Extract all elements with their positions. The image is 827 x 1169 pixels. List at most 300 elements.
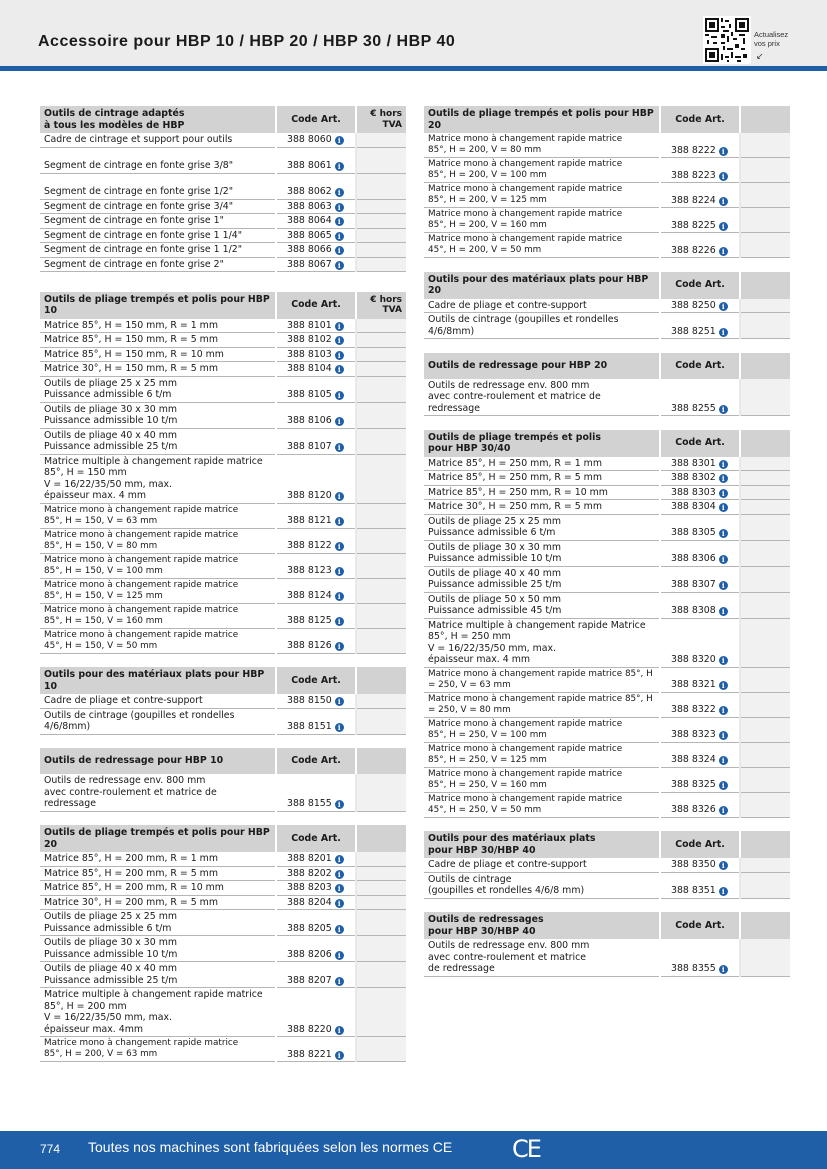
section-gap	[40, 734, 406, 748]
table-row	[40, 257, 406, 272]
info-icon[interactable]: i	[335, 642, 344, 651]
item-code-cell	[276, 257, 356, 272]
info-icon[interactable]: i	[719, 529, 728, 538]
right-column-tables	[424, 106, 790, 977]
table-row	[40, 774, 406, 811]
table-row	[40, 214, 406, 229]
section-title: Outils pour des matériaux plats pour HBP 10	[40, 667, 276, 694]
item-description: Matrice mono à changement rapide matrice 85°, H = 150, V = 100 mm	[40, 553, 276, 578]
info-icon[interactable]: i	[335, 188, 344, 197]
item-description: Matrice mono à changement rapide matrice 85°, H = 250, V = 100 mm	[424, 717, 660, 742]
table-row	[40, 578, 406, 603]
footer-text: Toutes nos machines sont fabriquées selon les normes CE	[88, 1139, 453, 1155]
item-description: Outils de redressage env. 800 mm avec contre-roulement et matrice de redressage	[424, 379, 660, 416]
code-column-header: Code Art.	[660, 912, 740, 939]
qr-label-line1: Actualisez	[754, 30, 789, 39]
info-icon[interactable]: i	[335, 162, 344, 171]
item-code-cell	[276, 214, 356, 229]
table-row	[424, 133, 790, 158]
price-cell	[740, 592, 790, 618]
table-row	[40, 528, 406, 553]
item-code-cell	[276, 503, 356, 528]
item-code-cell	[276, 1037, 356, 1062]
code-column-header: Code Art.	[660, 831, 740, 858]
item-code-cell	[660, 500, 740, 515]
item-code: 388 8063	[287, 200, 332, 212]
price-cell	[356, 228, 406, 243]
table-row	[424, 618, 790, 667]
item-description: Cadre de pliage et contre-support	[424, 858, 660, 872]
item-code: 388 8067	[287, 258, 332, 270]
price-cell	[740, 667, 790, 692]
info-icon[interactable]: i	[719, 197, 728, 206]
item-description: Matrice mono à changement rapide matrice 85°, H = 200, V = 63 mm	[40, 1037, 276, 1062]
info-icon[interactable]: i	[719, 706, 728, 715]
info-icon[interactable]: i	[719, 460, 728, 469]
price-cell	[740, 540, 790, 566]
item-description: Outils de cintrage (goupilles et rondelles 4/6/8 mm)	[424, 872, 660, 898]
section-header-row	[40, 825, 406, 852]
item-code-cell	[276, 228, 356, 243]
price-cell	[356, 454, 406, 503]
price-cell	[356, 628, 406, 653]
section-gap	[424, 339, 790, 353]
item-code-cell	[276, 988, 356, 1037]
item-description: Outils de pliage 30 x 30 mm Puissance admissible 10 t/m	[40, 936, 276, 962]
price-cell	[740, 618, 790, 667]
info-icon[interactable]: i	[335, 617, 344, 626]
info-icon[interactable]: i	[335, 899, 344, 908]
item-code-cell	[660, 667, 740, 692]
table-row	[424, 717, 790, 742]
info-icon[interactable]: i	[335, 855, 344, 864]
info-icon[interactable]: i	[719, 861, 728, 870]
table-row	[424, 939, 790, 976]
price-cell	[356, 376, 406, 402]
item-code: 388 8225	[671, 219, 716, 231]
table-row	[40, 333, 406, 348]
page-number: 774	[40, 1142, 61, 1156]
table-row	[40, 402, 406, 428]
item-code-cell	[276, 936, 356, 962]
table-row	[424, 872, 790, 898]
table-row	[40, 628, 406, 653]
item-code: 388 8226	[671, 244, 716, 256]
info-icon[interactable]: i	[335, 261, 344, 270]
info-icon[interactable]: i	[335, 723, 344, 732]
item-code-cell	[276, 895, 356, 910]
info-icon[interactable]: i	[335, 592, 344, 601]
item-description: Segment de cintrage en fonte grise 3/8"	[40, 147, 276, 173]
table-row	[40, 133, 406, 147]
qr-code-icon[interactable]	[703, 16, 751, 64]
item-code: 388 8305	[671, 527, 716, 538]
table-row	[40, 694, 406, 708]
item-description: Outils de cintrage (goupilles et rondelles 4/6/8mm)	[40, 708, 276, 734]
table-row	[40, 347, 406, 362]
price-cell	[356, 774, 406, 811]
item-code: 388 8066	[287, 244, 332, 255]
item-code-cell	[660, 858, 740, 872]
price-cell	[356, 895, 406, 910]
item-code: 388 8064	[287, 215, 332, 226]
item-code: 388 8324	[671, 754, 716, 765]
item-code: 388 8102	[287, 334, 332, 345]
header-accent-bar	[0, 66, 827, 71]
item-code: 388 8103	[287, 348, 332, 360]
item-code-cell	[660, 158, 740, 183]
item-description: Cadre de cintrage et support pour outils	[40, 133, 276, 147]
price-column-header	[740, 272, 790, 299]
item-code: 388 8307	[671, 579, 716, 590]
price-cell	[740, 379, 790, 416]
item-description: Matrice mono à changement rapide matrice 45°, H = 200, V = 50 mm	[424, 233, 660, 258]
info-icon[interactable]: i	[719, 474, 728, 483]
item-code-cell	[660, 540, 740, 566]
info-icon[interactable]: i	[719, 147, 728, 156]
table-row	[424, 540, 790, 566]
item-description: Matrice 85°, H = 150 mm, R = 5 mm	[40, 333, 276, 348]
table-row	[40, 173, 406, 199]
section-title: Outils de pliage trempés et polis pour HBP 10	[40, 292, 276, 319]
table-row	[424, 233, 790, 258]
item-code-cell	[276, 199, 356, 214]
info-icon[interactable]: i	[335, 203, 344, 212]
info-icon[interactable]: i	[335, 492, 344, 501]
price-cell	[356, 694, 406, 708]
info-icon[interactable]: i	[719, 806, 728, 815]
item-description: Outils de pliage 30 x 30 mm Puissance admissible 10 t/m	[424, 540, 660, 566]
item-code: 388 8301	[671, 457, 716, 469]
price-cell	[740, 742, 790, 767]
table-row	[40, 454, 406, 503]
item-code: 388 8106	[287, 415, 332, 426]
table-row	[40, 199, 406, 214]
item-code-cell	[276, 147, 356, 173]
item-code-cell	[276, 347, 356, 362]
info-icon[interactable]: i	[719, 489, 728, 498]
info-icon[interactable]: i	[335, 542, 344, 551]
item-code: 388 8120	[287, 490, 332, 501]
item-code-cell	[660, 742, 740, 767]
item-code: 388 8350	[671, 859, 716, 870]
info-icon[interactable]: i	[335, 800, 344, 809]
item-code: 388 8221	[287, 1048, 332, 1060]
item-code-cell	[276, 173, 356, 199]
price-cell	[740, 872, 790, 898]
section-title: Outils de redressages pour HBP 30/HBP 40	[424, 912, 660, 939]
info-icon[interactable]: i	[719, 581, 728, 590]
info-icon[interactable]: i	[719, 302, 728, 311]
table-row	[40, 866, 406, 881]
info-icon[interactable]: i	[719, 756, 728, 765]
section-gap	[40, 272, 406, 292]
item-description: Outils de cintrage (goupilles et rondelles 4/6/8mm)	[424, 313, 660, 339]
code-column-header: Code Art.	[276, 292, 356, 319]
table-row	[424, 158, 790, 183]
item-code: 388 8201	[287, 853, 332, 864]
info-icon[interactable]: i	[719, 607, 728, 616]
info-icon[interactable]: i	[335, 1051, 344, 1060]
item-code-cell	[660, 133, 740, 158]
section-title: Outils de pliage trempés et polis pour HBP 30/40	[424, 430, 660, 457]
section-title: Outils de cintrage adaptés à tous les modèles de HBP	[40, 106, 276, 133]
item-code-cell	[660, 592, 740, 618]
price-cell	[356, 333, 406, 348]
qr-label-line2: vos prix	[754, 39, 780, 48]
section-gap	[424, 817, 790, 831]
price-cell	[740, 692, 790, 717]
item-code-cell	[276, 708, 356, 734]
section-header-row	[424, 912, 790, 939]
item-description: Outils de pliage 50 x 50 mm Puissance admissible 45 t/m	[424, 592, 660, 618]
item-code-cell	[660, 767, 740, 792]
section-header-row	[40, 667, 406, 694]
item-description: Matrice 30°, H = 150 mm, R = 5 mm	[40, 362, 276, 377]
info-icon[interactable]: i	[335, 322, 344, 331]
price-cell	[356, 852, 406, 866]
price-column-header	[356, 748, 406, 774]
table-row	[40, 708, 406, 734]
section-gap	[424, 258, 790, 272]
info-icon[interactable]: i	[335, 217, 344, 226]
section-title: Outils pour des matériaux plats pour HBP 30/HBP 40	[424, 831, 660, 858]
price-cell	[740, 500, 790, 515]
item-code-cell	[660, 792, 740, 817]
item-code: 388 8326	[671, 804, 716, 815]
item-code: 388 8250	[671, 299, 716, 311]
table-row	[40, 936, 406, 962]
item-code: 388 8251	[671, 325, 716, 337]
code-column-header: Code Art.	[276, 667, 356, 694]
section-header-row	[424, 272, 790, 299]
price-cell	[740, 485, 790, 500]
item-code: 388 8207	[287, 974, 332, 986]
info-icon[interactable]: i	[335, 697, 344, 706]
info-icon[interactable]: i	[335, 925, 344, 934]
info-icon[interactable]: i	[335, 136, 344, 145]
table-row	[40, 503, 406, 528]
section-header-row	[424, 430, 790, 457]
info-icon[interactable]: i	[335, 567, 344, 576]
item-description: Segment de cintrage en fonte grise 3/4"	[40, 199, 276, 214]
info-icon[interactable]: i	[335, 246, 344, 255]
table-row	[40, 988, 406, 1037]
info-icon[interactable]: i	[335, 443, 344, 452]
item-code-cell	[276, 694, 356, 708]
item-description: Outils de redressage env. 800 mm avec contre-roulement et matrice de redressage	[424, 939, 660, 976]
price-column-header	[740, 831, 790, 858]
item-code-cell	[660, 299, 740, 313]
info-icon[interactable]: i	[719, 503, 728, 512]
item-description: Outils de pliage 40 x 40 mm Puissance admissible 25 t/m	[40, 428, 276, 454]
item-code: 388 8306	[671, 553, 716, 564]
item-code: 388 8155	[287, 798, 332, 809]
item-description: Matrice 85°, H = 150 mm, R = 1 mm	[40, 319, 276, 333]
item-code: 388 8150	[287, 695, 332, 706]
price-cell	[740, 717, 790, 742]
item-code: 388 8203	[287, 882, 332, 893]
item-code: 388 8303	[671, 486, 716, 498]
item-description: Matrice multiple à changement rapide matrice 85°, H = 200 mm V = 16/22/35/50 mm, max. épaisseur max. 4mm	[40, 988, 276, 1037]
info-icon[interactable]: i	[719, 965, 728, 974]
item-description: Matrice mono à changement rapide matrice 85°, H = 250, V = 63 mm	[424, 667, 660, 692]
section-header-row	[40, 292, 406, 319]
item-code: 388 8107	[287, 441, 332, 452]
item-code-cell	[660, 872, 740, 898]
table-row	[40, 603, 406, 628]
info-icon[interactable]: i	[335, 884, 344, 893]
section-header-row	[424, 831, 790, 858]
item-description: Matrice 85°, H = 250 mm, R = 10 mm	[424, 485, 660, 500]
item-description: Matrice multiple à changement rapide matrice 85°, H = 150 mm V = 16/22/35/50 mm, max. épaisseur max. 4 mm	[40, 454, 276, 503]
item-code-cell	[276, 852, 356, 866]
section-title: Outils pour des matériaux plats pour HBP 20	[424, 272, 660, 299]
item-code: 388 8223	[671, 169, 716, 181]
item-description: Outils de pliage 40 x 40 mm Puissance admissible 25 t/m	[40, 962, 276, 988]
info-icon[interactable]: i	[335, 365, 344, 374]
table-row	[40, 147, 406, 173]
item-description: Cadre de pliage et contre-support	[424, 299, 660, 313]
section-header-row	[424, 353, 790, 379]
section-gap	[40, 811, 406, 825]
info-icon[interactable]: i	[719, 731, 728, 740]
table-row	[424, 208, 790, 233]
info-icon[interactable]: i	[719, 222, 728, 231]
section-title: Outils de redressage pour HBP 10	[40, 748, 276, 774]
item-code-cell	[276, 428, 356, 454]
price-cell	[356, 362, 406, 377]
item-code: 388 8220	[287, 1023, 332, 1035]
table-row	[424, 457, 790, 471]
info-icon[interactable]: i	[335, 391, 344, 400]
info-icon[interactable]: i	[719, 405, 728, 414]
item-code-cell	[276, 319, 356, 333]
section-title: Outils de pliage trempés et polis pour HBP 20	[40, 825, 276, 852]
item-code-cell	[660, 183, 740, 208]
price-cell	[740, 299, 790, 313]
info-icon[interactable]: i	[719, 681, 728, 690]
info-icon[interactable]: i	[335, 517, 344, 526]
item-code-cell	[660, 233, 740, 258]
info-icon[interactable]: i	[719, 555, 728, 564]
item-code: 388 8255	[671, 402, 716, 414]
item-code: 388 8062	[287, 186, 332, 197]
item-code: 388 8224	[671, 194, 716, 206]
item-code: 388 8355	[671, 963, 716, 974]
table-row	[424, 742, 790, 767]
item-code: 388 8123	[287, 565, 332, 576]
item-code: 388 8104	[287, 363, 332, 374]
info-icon[interactable]: i	[719, 172, 728, 181]
item-code: 388 8206	[287, 948, 332, 960]
item-description: Outils de pliage 30 x 30 mm Puissance admissible 10 t/m	[40, 402, 276, 428]
section-header-row	[424, 106, 790, 133]
table-row	[40, 1037, 406, 1062]
item-code-cell	[660, 717, 740, 742]
info-icon[interactable]: i	[335, 336, 344, 345]
ce-mark-icon: CE	[512, 1135, 540, 1163]
item-description: Outils de pliage 25 x 25 mm Puissance admissible 6 t/m	[424, 514, 660, 540]
info-icon[interactable]: i	[719, 328, 728, 337]
item-description: Matrice mono à changement rapide matrice 85°, H = 250, V = 160 mm	[424, 767, 660, 792]
info-icon[interactable]: i	[719, 656, 728, 665]
item-code-cell	[276, 376, 356, 402]
price-cell	[356, 553, 406, 578]
price-column-header	[740, 353, 790, 379]
item-code: 388 8126	[287, 640, 332, 651]
info-icon[interactable]: i	[335, 351, 344, 360]
price-column-header	[740, 430, 790, 457]
info-icon[interactable]: i	[335, 1026, 344, 1035]
item-code: 388 8204	[287, 896, 332, 908]
item-description: Matrice 30°, H = 200 mm, R = 5 mm	[40, 895, 276, 910]
table-row	[424, 183, 790, 208]
price-cell	[356, 347, 406, 362]
item-code: 388 8124	[287, 590, 332, 601]
item-code-cell	[276, 333, 356, 348]
item-code-cell	[660, 485, 740, 500]
item-code-cell	[276, 454, 356, 503]
info-icon[interactable]: i	[335, 417, 344, 426]
item-description: Matrice mono à changement rapide matrice 85°, H = 150, V = 63 mm	[40, 503, 276, 528]
price-cell	[740, 514, 790, 540]
price-cell	[740, 208, 790, 233]
item-code: 388 8121	[287, 515, 332, 526]
table-row	[424, 858, 790, 872]
item-code-cell	[276, 402, 356, 428]
info-icon[interactable]: i	[335, 232, 344, 241]
item-code-cell	[276, 774, 356, 811]
price-cell	[356, 319, 406, 333]
item-code-cell	[276, 603, 356, 628]
item-description: Segment de cintrage en fonte grise 2"	[40, 257, 276, 272]
table-row	[40, 962, 406, 988]
code-column-header: Code Art.	[660, 430, 740, 457]
price-cell	[356, 133, 406, 147]
price-cell	[740, 566, 790, 592]
price-cell	[740, 233, 790, 258]
item-code: 388 8202	[287, 867, 332, 879]
price-cell	[740, 792, 790, 817]
price-cell	[740, 939, 790, 976]
table-row	[424, 792, 790, 817]
item-code-cell	[660, 692, 740, 717]
info-icon[interactable]: i	[335, 977, 344, 986]
item-description: Matrice 85°, H = 150 mm, R = 10 mm	[40, 347, 276, 362]
code-column-header: Code Art.	[660, 106, 740, 133]
info-icon[interactable]: i	[335, 870, 344, 879]
item-description: Segment de cintrage en fonte grise 1"	[40, 214, 276, 229]
item-code: 388 8065	[287, 229, 332, 241]
table-row	[40, 910, 406, 936]
arrow-icon: ↙	[756, 51, 764, 61]
item-code-cell	[276, 881, 356, 896]
table-row	[424, 692, 790, 717]
info-icon[interactable]: i	[719, 781, 728, 790]
info-icon[interactable]: i	[335, 951, 344, 960]
section-header-row	[40, 106, 406, 133]
item-code-cell	[660, 939, 740, 976]
price-column-header	[740, 912, 790, 939]
info-icon[interactable]: i	[719, 887, 728, 896]
price-cell	[740, 457, 790, 471]
price-cell	[356, 147, 406, 173]
price-column-header	[356, 825, 406, 852]
price-cell	[740, 767, 790, 792]
code-column-header: Code Art.	[276, 748, 356, 774]
info-icon[interactable]: i	[719, 247, 728, 256]
